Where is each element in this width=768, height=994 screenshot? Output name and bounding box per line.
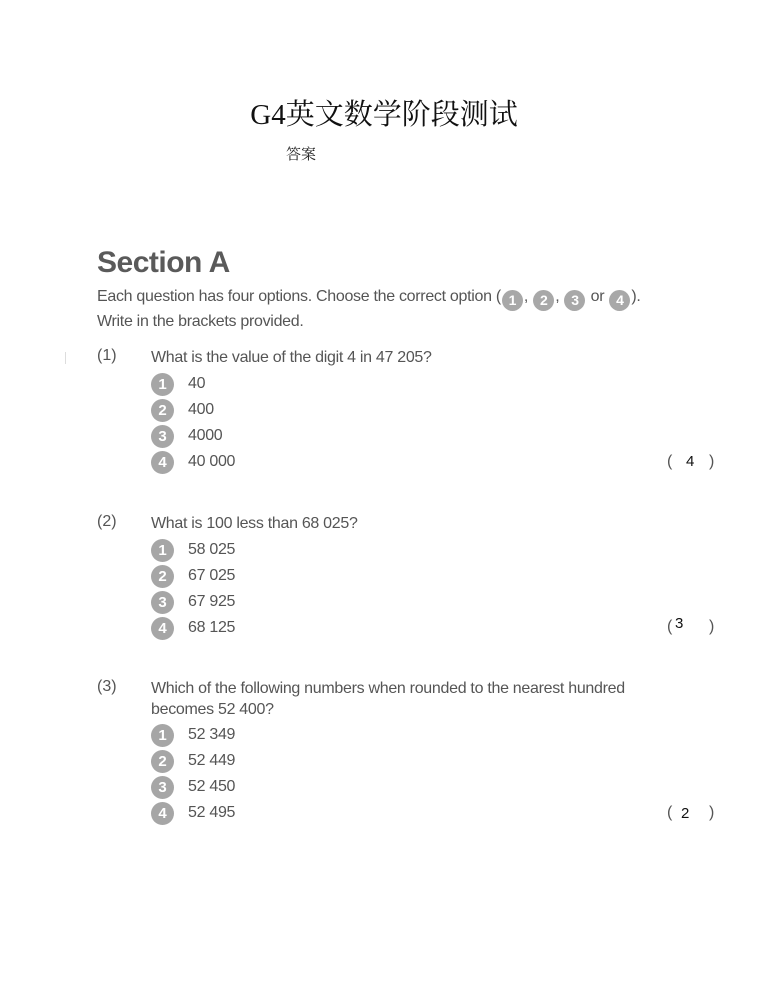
option-4-icon: 4 (151, 617, 174, 640)
option-4-icon: 4 (151, 451, 174, 474)
bracket-open: ( (667, 804, 673, 821)
option-value: 4000 (188, 427, 223, 444)
bracket-close: ) (709, 453, 715, 470)
page-title: G4英文数学阶段测试 (250, 99, 518, 131)
option-value: 58 025 (188, 541, 236, 558)
option-value: 67 025 (188, 567, 236, 584)
bracket-close: ) (709, 804, 715, 821)
instructions-line1-suffix: ). (631, 288, 641, 305)
option-1-icon: 1 (502, 290, 523, 311)
option-1-icon: 1 (151, 539, 174, 562)
question-text: What is 100 less than 68 025? (151, 515, 358, 532)
option-value: 400 (188, 401, 214, 418)
bracket-open: ( (667, 618, 673, 635)
question-number: (2) (97, 513, 117, 530)
option-2-icon: 2 (151, 399, 174, 422)
option-4-icon: 4 (151, 802, 174, 825)
option-2-icon: 2 (533, 290, 554, 311)
option-2-icon: 2 (151, 750, 174, 773)
option-4-icon: 4 (609, 290, 630, 311)
question-text: What is the value of the digit 4 in 47 205? (151, 349, 432, 366)
option-2-icon: 2 (151, 565, 174, 588)
question-number: (3) (97, 678, 117, 695)
option-value: 52 495 (188, 804, 236, 821)
answer-value: 4 (686, 453, 695, 470)
option-3-icon: 3 (151, 591, 174, 614)
option-value: 40 000 (188, 453, 236, 470)
option-1-icon: 1 (151, 724, 174, 747)
option-value: 52 349 (188, 726, 236, 743)
option-3-icon: 3 (151, 425, 174, 448)
question-number: (1) (97, 347, 117, 364)
instructions-line1-prefix: Each question has four options. Choose the correct option ( (97, 288, 501, 305)
answer-value: 2 (681, 805, 690, 822)
answer-value: 3 (675, 615, 684, 632)
section-title: Section A (97, 246, 230, 279)
instructions-line2: Write in the brackets provided. (97, 313, 304, 330)
scan-mark (65, 352, 66, 364)
option-3-icon: 3 (564, 290, 585, 311)
separator: , (555, 288, 564, 305)
section-instructions (97, 286, 641, 332)
option-value: 67 925 (188, 593, 236, 610)
option-value: 52 450 (188, 778, 236, 795)
option-3-icon: 3 (151, 776, 174, 799)
bracket-open: ( (667, 453, 673, 470)
option-1-icon: 1 (151, 373, 174, 396)
question-text: Which of the following numbers when rounded to the nearest hundred becomes 52 400? (151, 680, 625, 718)
separator: , (523, 288, 533, 305)
bracket-close: ) (709, 618, 715, 635)
option-value: 40 (188, 375, 206, 392)
option-value: 68 125 (188, 619, 236, 636)
page-subtitle: 答案 (286, 146, 317, 163)
separator: or (586, 288, 609, 305)
option-value: 52 449 (188, 752, 236, 769)
